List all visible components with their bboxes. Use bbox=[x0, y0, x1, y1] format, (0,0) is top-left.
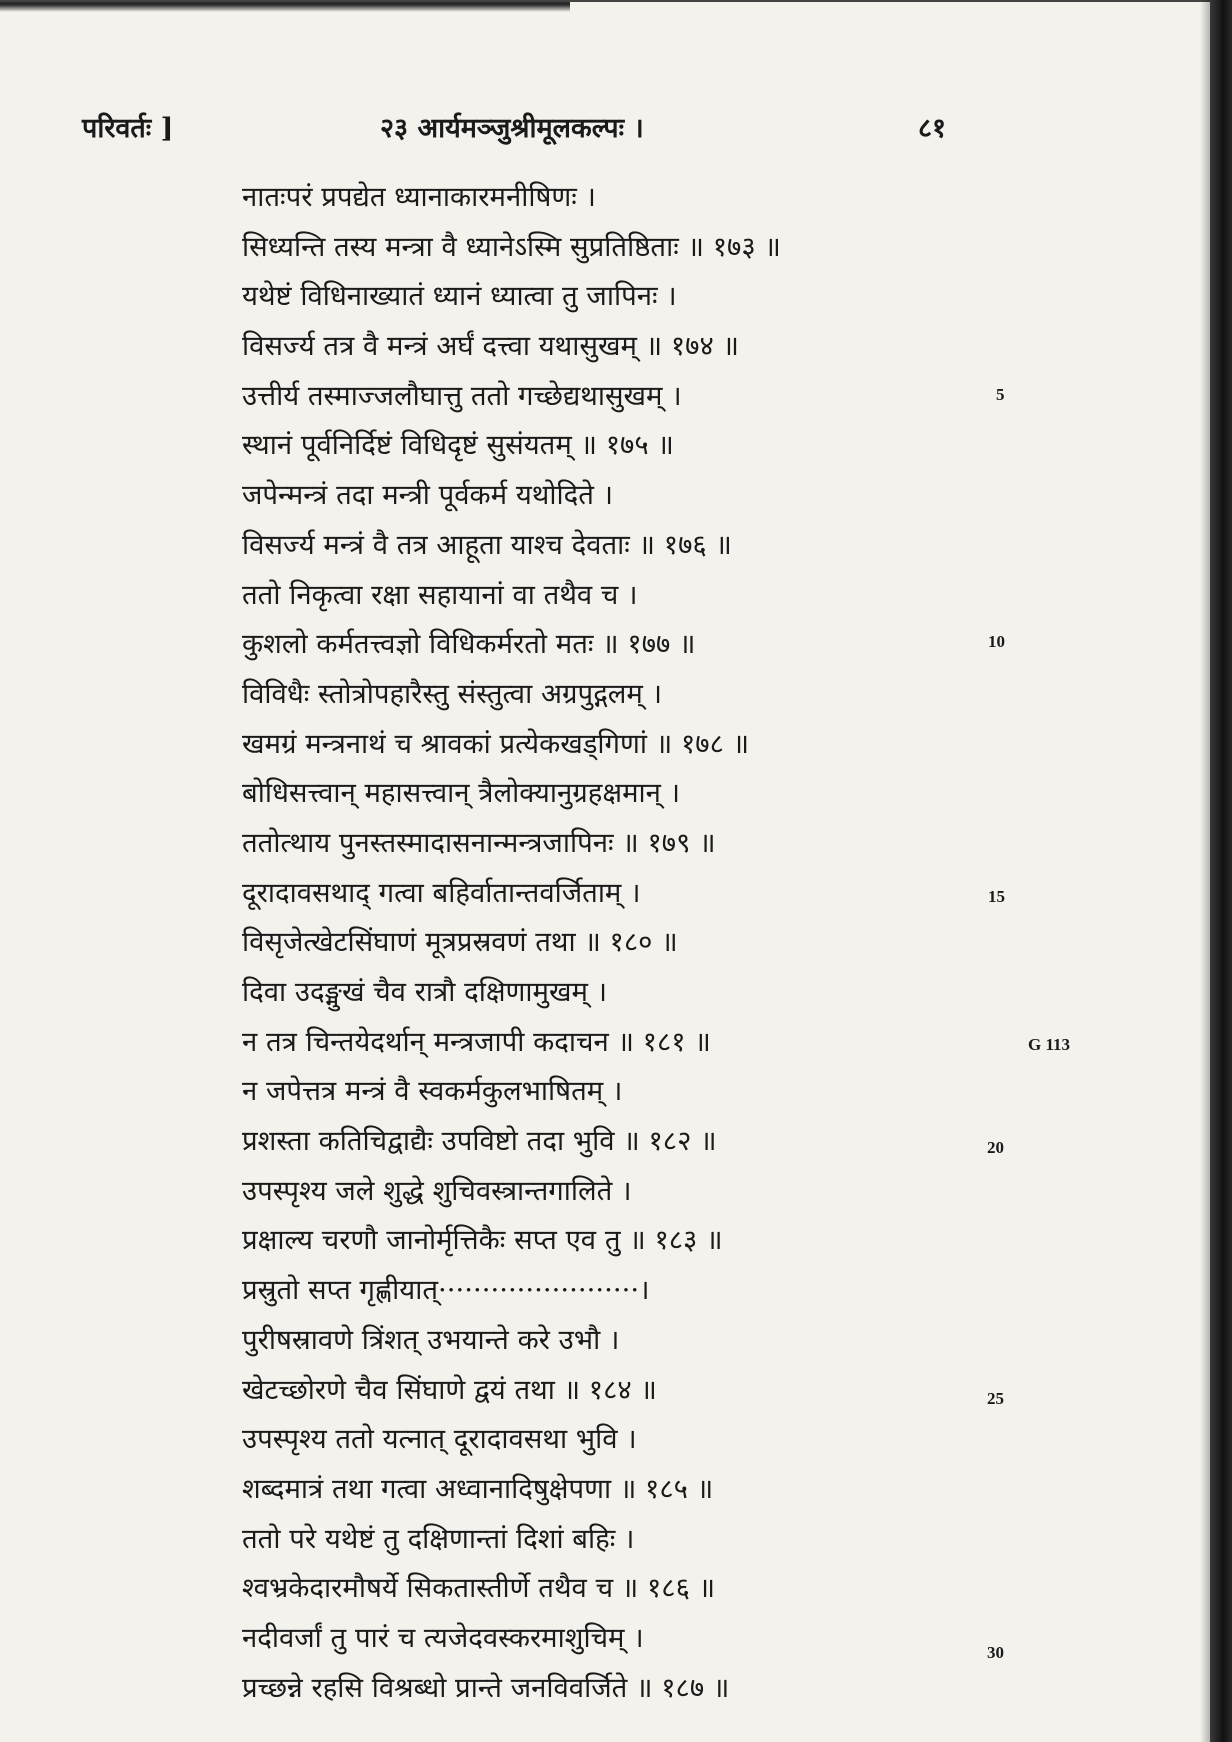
verse-line: पुरीषस्रावणे त्रिंशत् उभयान्ते करे उभौ । bbox=[242, 1323, 620, 1356]
verse-line: प्रस्रुतो सप्त गृह्णीयात्·······················। bbox=[242, 1274, 650, 1307]
verse-line: ततोत्थाय पुनस्तस्मादासनान्मन्त्रजापिनः ॥ १७९ ॥ bbox=[242, 826, 716, 859]
verse-line: श्वभ्रकेदारमौषर्ये सिकतास्तीर्णे तथैव च ॥ १८६ ॥ bbox=[242, 1572, 716, 1605]
verse-line: न तत्र चिन्तयेदर्थान् मन्त्रजापी कदाचन ॥ १८१ ॥ bbox=[242, 1025, 711, 1058]
verse-line: दूरादावसथाद् गत्वा बहिर्वातान्तवर्जिताम् । bbox=[242, 876, 641, 909]
verse-line: कुशलो कर्मतत्त्वज्ञो विधिकर्मरतो मतः ॥ १७७ ॥ bbox=[242, 628, 696, 661]
scan-edge-line bbox=[0, 0, 1232, 2]
verse-line: खमग्रं मन्त्रनाथं च श्रावकां प्रत्येकखड्गिणां ॥ १७८ ॥ bbox=[242, 727, 750, 760]
verse-body bbox=[242, 173, 1022, 1713]
verse-line: बोधिसत्त्वान् महासत्त्वान् त्रैलोक्यानुग्रहक्षमान् । bbox=[242, 777, 681, 810]
verse-line: नातःपरं प्रपद्येत ध्यानाकारमनीषिणः । bbox=[242, 181, 596, 213]
line-number-25: 25 bbox=[987, 1389, 1004, 1408]
verse-line: दिवा उदङ्मुखं चैव रात्रौ दक्षिणामुखम् । bbox=[242, 976, 608, 1008]
verse-line: ततो निकृत्वा रक्षा सहायानां वा तथैव च । bbox=[242, 578, 638, 611]
page-number: ८१ bbox=[918, 113, 947, 144]
verse-line: जपेन्मन्त्रं तदा मन्त्री पूर्वकर्म यथोदिते । bbox=[242, 479, 614, 512]
verse-line: स्थानं पूर्वनिर्दिष्टं विधिदृष्टं सुसंयतम् ॥ १७५ ॥ bbox=[242, 429, 674, 462]
page-header bbox=[0, 108, 1232, 148]
verse-line: प्रशस्ता कतिचिद्वाद्यैः उपविष्टो तदा भुवि ॥ १८२ ॥ bbox=[242, 1125, 717, 1158]
header-section-label: परिवर्तः ] bbox=[82, 113, 174, 144]
scan-edge-shadow bbox=[1200, 0, 1210, 1742]
verse-line: खेटच्छोरणे चैव सिंघाणे द्वयं तथा ॥ १८४ ॥ bbox=[242, 1373, 657, 1406]
verse-line: शब्दमात्रं तथा गत्वा अध्वानादिषुक्षेपणा ॥ १८५ ॥ bbox=[242, 1472, 714, 1505]
verse-line: यथेष्टं विधिनाख्यातं ध्यानं ध्यात्वा तु जापिनः । bbox=[242, 280, 677, 313]
verse-line: न जपेत्तत्र मन्त्रं वै स्वकर्मकुलभाषितम् । bbox=[242, 1075, 623, 1108]
line-number-5: 5 bbox=[996, 385, 1005, 404]
line-number-15: 15 bbox=[988, 887, 1005, 906]
verse-line: सिध्यन्ति तस्य मन्त्रा वै ध्यानेऽस्मि सुप्रतिष्ठिताः ॥ १७३ ॥ bbox=[242, 230, 781, 263]
verse-line: विसर्ज्य मन्त्रं वै तत्र आहूता याश्च देवताः ॥ १७६ ॥ bbox=[242, 528, 732, 561]
verse-line: विसर्ज्य तत्र वै मन्त्रं अर्घं दत्त्वा यथासुखम् ॥ १७४ ॥ bbox=[242, 330, 739, 363]
verse-line: ततो परे यथेष्टं तु दक्षिणान्तां दिशां बहिः । bbox=[242, 1522, 635, 1555]
verse-line: उपस्पृश्य ततो यत्नात् दूरादावसथा भुवि । bbox=[242, 1423, 637, 1456]
source-reference: G 113 bbox=[1028, 1035, 1071, 1054]
verse-line: प्रच्छन्ने रहसि विश्रब्धो प्रान्ते जनविवर्जिते ॥ १८७ ॥ bbox=[242, 1671, 730, 1704]
verse-line: विविधैः स्तोत्रोपहारैस्तु संस्तुत्वा अग्रपुद्गलम् । bbox=[242, 677, 662, 710]
verse-line: उपस्पृश्य जले शुद्धे शुचिवस्त्रान्तगालिते । bbox=[242, 1174, 632, 1207]
scan-edge-right bbox=[1210, 0, 1232, 1742]
line-number-10: 10 bbox=[988, 632, 1005, 651]
verse-line: नदीवर्जां तु पारं च त्यजेदवस्करमाशुचिम् । bbox=[242, 1621, 644, 1654]
verse-line: विसृजेत्खेटसिंघाणं मूत्रप्रस्रवणं तथा ॥ १८० ॥ bbox=[242, 926, 678, 959]
line-number-20: 20 bbox=[987, 1138, 1004, 1157]
verse-line: उत्तीर्य तस्माज्जलौघात्तु ततो गच्छेद्यथासुखम् । bbox=[242, 379, 682, 412]
header-title: २३ आर्यमञ्जुश्रीमूलकल्पः । bbox=[380, 113, 644, 144]
line-number-30: 30 bbox=[987, 1643, 1004, 1662]
verse-line: प्रक्षाल्य चरणौ जानोर्मृत्तिकैः सप्त एव तु ॥ १८३ ॥ bbox=[242, 1224, 723, 1257]
